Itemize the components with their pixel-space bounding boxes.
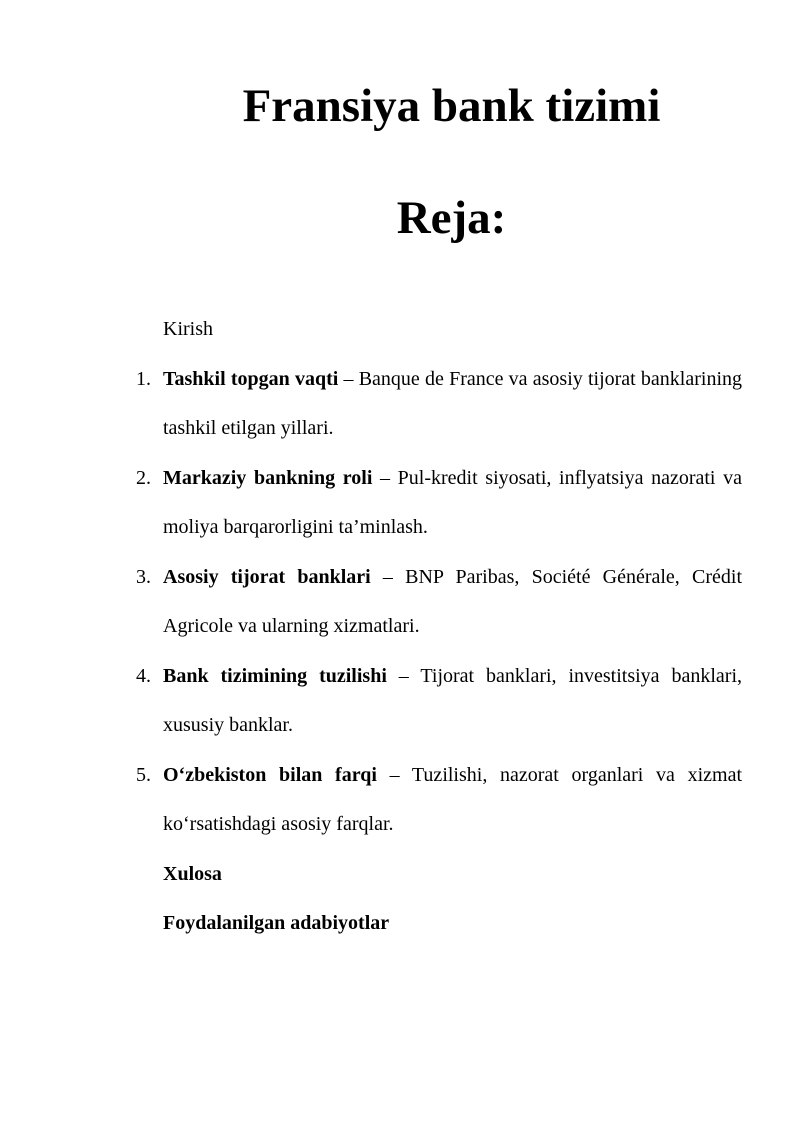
- item-description: Pul-kredit siyosati, inflyatsiya nazorati va moliya barqarorligini ta’minlash.: [163, 466, 742, 538]
- plan-item-4: [136, 652, 742, 751]
- item-number: 4.: [136, 664, 151, 687]
- item-term: Tashkil topgan vaqti: [163, 367, 339, 390]
- item-number: 3.: [136, 565, 151, 588]
- plan-item-5: [136, 751, 743, 850]
- document-title: Fransiya bank tizimi: [242, 80, 661, 132]
- plan-heading: Reja:: [396, 192, 507, 244]
- plan-item-1: [136, 355, 743, 454]
- item-description: Tijorat banklari, investitsiya banklari, xususiy banklar.: [163, 664, 742, 736]
- item-term: Asosiy tijorat banklari: [163, 565, 371, 588]
- item-term: Markaziy bankning roli: [163, 466, 373, 489]
- item-separator: –: [370, 565, 406, 588]
- item-description: Tuzilishi, nazorat organlari va xizmat ko‘rsatishdagi asosiy farqlar.: [163, 763, 743, 835]
- item-number: 2.: [136, 466, 151, 489]
- plan-content: [136, 305, 743, 949]
- references-line: Foydalanilgan adabiyotlar: [163, 912, 390, 934]
- plan-item-2: [136, 454, 742, 553]
- item-separator: –: [386, 664, 421, 687]
- item-term: O‘zbekiston bilan farqi: [163, 763, 377, 786]
- conclusion-line: Xulosa: [163, 862, 222, 885]
- item-separator: –: [338, 367, 359, 390]
- item-description: BNP Paribas, Société Générale, Crédit Agricole va ularning xizmatlari.: [163, 565, 742, 637]
- item-number: 1.: [136, 367, 151, 390]
- plan-item-3: [136, 553, 742, 652]
- item-separator: –: [376, 763, 412, 786]
- item-number: 5.: [136, 763, 151, 786]
- item-term: Bank tizimining tuzilishi: [163, 664, 387, 687]
- item-separator: –: [372, 466, 398, 489]
- intro-line: Kirish: [163, 318, 213, 340]
- item-description: Banque de France va asosiy tijorat banklarining tashkil etilgan yillari.: [163, 367, 743, 439]
